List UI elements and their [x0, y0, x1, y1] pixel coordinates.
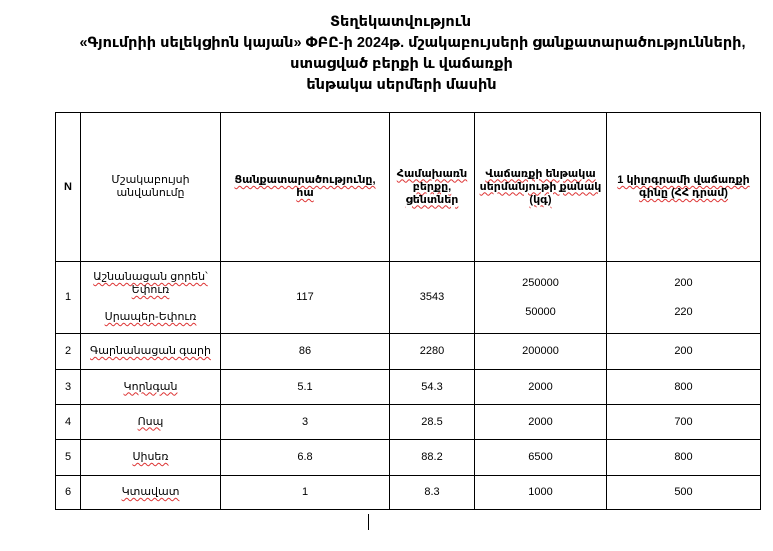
title-line-2: «Գյումրիի սելեկցիոն կայան» ՓԲԸ-ի 2024թ. մշակաբույսերի ցանքատարածությունների,	[79, 35, 746, 51]
table-header-row	[56, 113, 761, 262]
crop-name: Կտավատ	[121, 486, 180, 498]
cell-crop	[81, 440, 221, 476]
header-price-label: 1 կիլոգրամի վաճառքի գինը (ՀՀ դրամ)	[617, 174, 750, 199]
cell-seed: 6500	[475, 440, 607, 476]
table-row	[56, 440, 761, 476]
crop-name: Կորնգան	[123, 380, 178, 393]
cell-n: 4	[56, 405, 81, 440]
price-value: 220	[674, 305, 693, 318]
header-harvest	[390, 113, 475, 262]
crop-name: Սիսեռ	[132, 451, 169, 463]
table-row	[56, 370, 761, 405]
crop-name: Աշնանացան ցորեն՝ Եփուռ	[93, 271, 208, 296]
cell-crop	[81, 262, 221, 334]
cell-crop	[81, 370, 221, 405]
text-cursor	[368, 514, 369, 530]
title-line-3: ստացված բերքի և վաճառքի	[290, 56, 513, 72]
header-area	[221, 113, 390, 262]
cell-crop	[81, 476, 221, 510]
table-row	[56, 476, 761, 510]
cell-seed: 2000	[475, 405, 607, 440]
cell-seed: 2000	[475, 370, 607, 405]
table-row	[56, 405, 761, 440]
seed-value: 250000	[522, 276, 559, 289]
header-area-label: Ցանքատարածությունը, հա	[234, 174, 376, 199]
header-crop	[81, 113, 221, 262]
crop-name: Ոսպ	[137, 415, 164, 428]
crops-table	[55, 112, 761, 510]
cell-harvest: 8.3	[390, 476, 475, 510]
cell-harvest: 88.2	[390, 440, 475, 476]
cell-seed	[475, 262, 607, 334]
table-row	[56, 334, 761, 370]
cell-price: 500	[607, 476, 761, 510]
price-value: 200	[674, 276, 693, 289]
header-harvest-label: Համախառն բերքը, ցենտներ	[396, 167, 468, 206]
header-price	[607, 113, 761, 262]
crop-name: Սրապեր-Եփուռ	[104, 311, 197, 323]
cell-harvest: 2280	[390, 334, 475, 370]
cell-harvest: 3543	[390, 262, 475, 334]
title-line-4: ենթակա սերմերի մասին	[306, 77, 497, 93]
cell-n: 1	[56, 262, 81, 334]
cell-area: 6.8	[221, 440, 390, 476]
cell-price: 200	[607, 334, 761, 370]
cell-area: 5.1	[221, 370, 390, 405]
header-n: N	[56, 113, 81, 262]
cell-seed: 200000	[475, 334, 607, 370]
cell-n: 5	[56, 440, 81, 476]
cell-area: 117	[221, 262, 390, 334]
seed-value: 50000	[525, 305, 556, 318]
cell-price	[607, 262, 761, 334]
cell-area: 3	[221, 405, 390, 440]
crop-name: Գարնանացան գարի	[90, 345, 211, 357]
header-seed-qty	[475, 113, 607, 262]
cell-n: 6	[56, 476, 81, 510]
cell-price: 700	[607, 405, 761, 440]
cell-area: 1	[221, 476, 390, 510]
cell-price: 800	[607, 370, 761, 405]
document-title	[0, 12, 773, 96]
cell-price: 800	[607, 440, 761, 476]
header-seed-qty-label: Վաճառքի ենթակա սերմանյութի քանակ (կգ)	[479, 167, 602, 206]
cell-harvest: 54.3	[390, 370, 475, 405]
cell-seed: 1000	[475, 476, 607, 510]
table-row	[56, 262, 761, 334]
header-crop-label: Մշակաբույսի անվանումը	[111, 174, 190, 199]
cell-area: 86	[221, 334, 390, 370]
cell-crop	[81, 405, 221, 440]
cell-crop	[81, 334, 221, 370]
title-line-1: Տեղեկատվություն	[329, 14, 472, 30]
cell-n: 3	[56, 370, 81, 405]
cell-n: 2	[56, 334, 81, 370]
cell-harvest: 28.5	[390, 405, 475, 440]
